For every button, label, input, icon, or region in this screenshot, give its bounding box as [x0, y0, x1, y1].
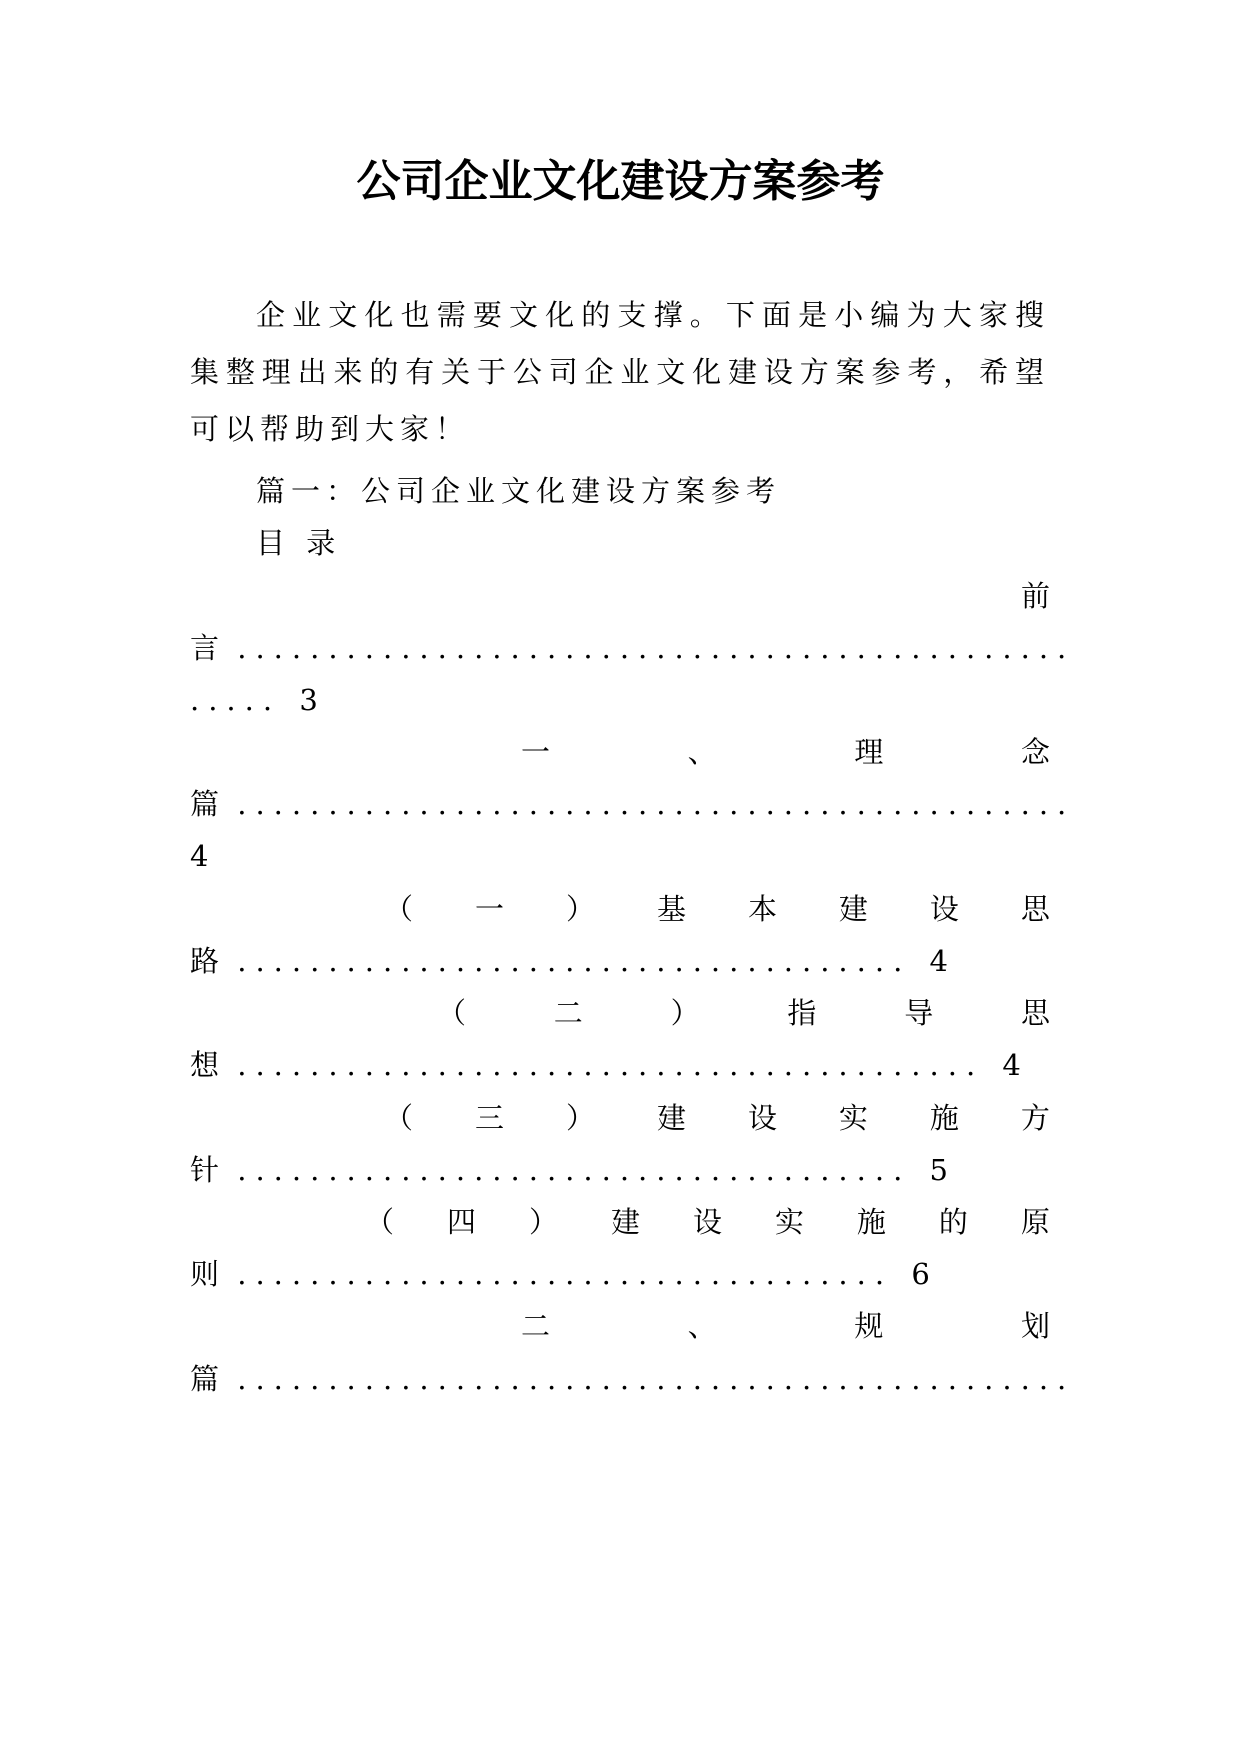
toc-entry-char: 建 — [656, 1101, 686, 1135]
toc-entry-char: 路 — [190, 944, 220, 978]
intro-paragraph: 企业文化也需要文化的支撑。下面是小编为大家搜集整理出来的有关于公司企业文化建设方案参考，希望可以帮助到大家！ — [190, 298, 1050, 446]
toc-entry-char: ） — [565, 892, 595, 926]
toc-part1-page-line — [190, 836, 1050, 876]
toc-label: 目 录 — [256, 526, 342, 560]
toc-entry-char: 、 — [687, 735, 717, 769]
toc-entry-char: 、 — [687, 1309, 717, 1343]
toc-entry-char: 二 — [553, 996, 583, 1030]
toc-entry-char: 前 — [1020, 579, 1050, 613]
toc-p1-4-title-line — [365, 1202, 1050, 1242]
toc-p1-1-title-line — [384, 889, 1050, 929]
toc-entry-char: 四 — [446, 1205, 476, 1239]
toc-entry-char: （ — [365, 1205, 395, 1239]
toc-entry-char: 施 — [856, 1205, 886, 1239]
toc-page-number: 4 — [190, 839, 209, 873]
toc-p1-1-dots-line — [190, 941, 1050, 981]
toc-entry-char: 二 — [521, 1309, 551, 1343]
toc-entry-char: （ — [437, 996, 467, 1030]
toc-entry-char: 则 — [190, 1257, 220, 1291]
toc-entry-char: 方 — [1020, 1101, 1050, 1135]
toc-entry-char: 实 — [838, 1101, 868, 1135]
toc-entry-char: 基 — [656, 892, 686, 926]
toc-entry-char: 念 — [1020, 735, 1050, 769]
toc-entry-char: 导 — [904, 996, 934, 1030]
toc-entry-char: ） — [528, 1205, 558, 1239]
toc-entry-char: 本 — [747, 892, 777, 926]
toc-entry-char: 篇 — [190, 1362, 220, 1396]
toc-part2-dots-line — [190, 1359, 1076, 1399]
toc-entry-char: 设 — [692, 1205, 722, 1239]
toc-part1-title-line — [521, 732, 1050, 772]
document-title: 公司企业文化建设方案参考 — [356, 156, 885, 207]
toc-entry-char: 理 — [854, 735, 884, 769]
toc-page-number: 4 — [929, 944, 948, 978]
toc-entry-char: 实 — [774, 1205, 804, 1239]
toc-part1-dots-line — [190, 784, 1076, 824]
toc-entry-char: 篇 — [190, 787, 220, 821]
toc-p1-4-dots-line — [190, 1254, 1050, 1294]
toc-entry-char: 设 — [747, 1101, 777, 1135]
toc-leader-dots: ..................................... — [219, 944, 930, 978]
toc-preface-page-line — [190, 680, 1050, 720]
toc-entry-char: 施 — [929, 1101, 959, 1135]
toc-p1-3-title-line — [384, 1098, 1050, 1138]
toc-leader-dots: .............................................. — [219, 787, 1076, 821]
toc-preface-dots-line — [190, 628, 1076, 668]
section-heading: 篇一：公司企业文化建设方案参考 — [256, 474, 782, 508]
toc-preface-title-line — [190, 576, 1050, 616]
toc-entry-char: 建 — [838, 892, 868, 926]
toc-leader-dots: ..................................... — [219, 1153, 930, 1187]
toc-entry-char: 一 — [521, 735, 551, 769]
toc-p1-3-dots-line — [190, 1150, 1050, 1190]
toc-entry-char: 规 — [854, 1309, 884, 1343]
toc-entry-char: ） — [565, 1101, 595, 1135]
toc-page-number: 6 — [911, 1257, 930, 1291]
toc-entry-char: （ — [384, 1101, 414, 1135]
toc-entry-char: 针 — [190, 1153, 220, 1187]
toc-entry-char: 设 — [929, 892, 959, 926]
toc-entry-char: 言 — [190, 631, 220, 665]
toc-entry-char: 思 — [1020, 892, 1050, 926]
toc-entry-char: 一 — [474, 892, 504, 926]
toc-entry-char: 的 — [938, 1205, 968, 1239]
toc-page-number: 4 — [1002, 1048, 1021, 1082]
toc-leader-dots: ..... — [190, 683, 300, 717]
toc-page-number: 3 — [299, 683, 318, 717]
toc-p1-2-title-line — [437, 993, 1050, 1033]
toc-page-number: 5 — [929, 1153, 948, 1187]
toc-entry-char: 想 — [190, 1048, 220, 1082]
toc-leader-dots: .............................................. — [219, 631, 1076, 665]
toc-leader-dots: ......................................... — [219, 1048, 1003, 1082]
toc-entry-char: 划 — [1020, 1309, 1050, 1343]
toc-part2-title-line — [521, 1306, 1050, 1346]
toc-leader-dots: .............................................. — [219, 1362, 1076, 1396]
toc-entry-char: 指 — [787, 996, 817, 1030]
toc-entry-char: （ — [384, 892, 414, 926]
toc-leader-dots: .................................... — [219, 1257, 912, 1291]
toc-entry-char: 原 — [1020, 1205, 1050, 1239]
toc-entry-char: 思 — [1020, 996, 1050, 1030]
toc-entry-char: 三 — [474, 1101, 504, 1135]
toc-p1-2-dots-line — [190, 1045, 1050, 1085]
toc-entry-char: ） — [670, 996, 700, 1030]
toc-entry-char: 建 — [610, 1205, 640, 1239]
